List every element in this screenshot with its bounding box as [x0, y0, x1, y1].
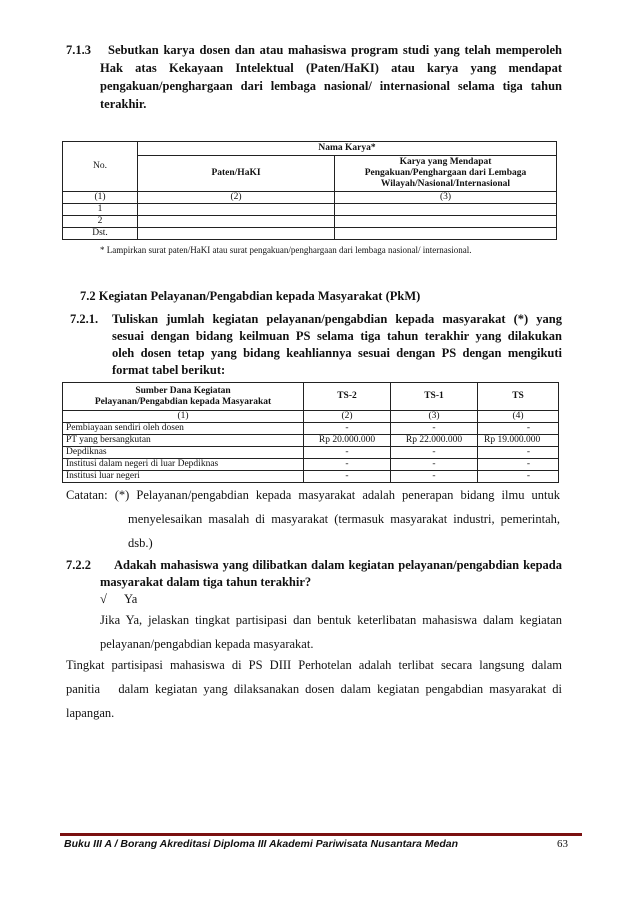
cell	[138, 216, 335, 228]
table-index-row	[63, 411, 559, 423]
paragraph-line: Tingkat partisipasi mahasiswa di PS DIII Perhotelan adalah terlibat secara langsung dalam	[66, 658, 562, 672]
index-cell: (2)	[138, 192, 335, 204]
cell	[138, 204, 335, 216]
table-row	[63, 228, 557, 240]
catatan-line: dsb.)	[128, 536, 153, 550]
page-number: 63	[557, 838, 568, 850]
table-index-row	[63, 192, 557, 204]
section-text-line: Adakah mahasiswa yang dilibatkan dalam kegiatan pelayanan/pengabdian kepada	[114, 558, 562, 572]
section-number: 7.2.2	[66, 558, 91, 572]
table-footnote: * Lampirkan surat paten/HaKI atau surat pengakuan/penghargaan dari lembaga nasional/ internasional.	[100, 245, 472, 255]
cell	[335, 228, 557, 240]
cell-ts2: -	[304, 447, 391, 459]
cell-ts1: -	[391, 447, 478, 459]
index-cell: (3)	[391, 411, 478, 423]
paragraph-line: panitia dalam kegiatan yang dilaksanakan dosen dalam kegiatan pengabdian masyarakat di	[66, 682, 562, 696]
cell-ts2: -	[304, 423, 391, 435]
section-text-line: sesuai dengan bidang keilmuan PS selama tiga tahun terakhir yang dilakukan	[112, 329, 562, 343]
catatan-line: Catatan: (*) Pelayanan/pengabdian kepada masyarakat adalah penerapan bidang ilmu untuk	[66, 488, 560, 502]
col-header-ts: TS	[478, 383, 559, 411]
index-cell: (1)	[63, 192, 138, 204]
cell	[335, 204, 557, 216]
cell-ts: Rp 19.000.000	[478, 435, 559, 447]
row-no: Dst.	[63, 228, 138, 240]
cell-ts2: -	[304, 459, 391, 471]
table-row	[63, 447, 559, 459]
cell-ts: -	[478, 471, 559, 483]
index-cell: (1)	[63, 411, 304, 423]
section-text-line: pengakuan/penghargaan dari lembaga nasional/ internasional selama tiga tahun	[100, 79, 562, 93]
cell-ts2: -	[304, 471, 391, 483]
row-no: 1	[63, 204, 138, 216]
index-cell: (3)	[335, 192, 557, 204]
cell-ts: -	[478, 447, 559, 459]
section-text-line: Sebutkan karya dosen dan atau mahasiswa program studi yang telah memperoleh	[108, 43, 562, 57]
cell	[138, 228, 335, 240]
col-header-no: No.	[63, 142, 138, 192]
answer-ya: Ya	[124, 592, 138, 606]
cell	[335, 216, 557, 228]
section-text-line: Tuliskan jumlah kegiatan pelayanan/pengabdian kepada masyarakat (*) yang	[112, 312, 562, 326]
cell-ts: -	[478, 423, 559, 435]
funding-table	[62, 382, 559, 483]
section-number: 7.2.1.	[70, 312, 99, 326]
row-label: Depdiknas	[63, 447, 304, 459]
checkmark-icon: √	[100, 592, 107, 606]
cell-ts1: -	[391, 459, 478, 471]
table-row	[63, 423, 559, 435]
section-7-2-title: 7.2 Kegiatan Pelayanan/Pengabdian kepada Masyarakat (PkM)	[80, 289, 421, 303]
col-header-paten: Paten/HaKI	[138, 156, 335, 192]
index-cell: (4)	[478, 411, 559, 423]
row-label: Institusi luar negeri	[63, 471, 304, 483]
col-header-ts1: TS-1	[391, 383, 478, 411]
table-row	[63, 216, 557, 228]
col-header-karya	[335, 156, 557, 192]
section-number: 7.1.3	[66, 43, 91, 57]
footer-text: Buku III A / Borang Akreditasi Diploma III Akademi Pariwisata Nusantara Medan	[64, 838, 459, 850]
col-header-karya-line: Wilayah/Nasional/Internasional	[380, 179, 511, 189]
hki-table	[62, 141, 557, 240]
section-text-line: format tabel berikut:	[112, 363, 226, 377]
section-text-line: terakhir.	[100, 97, 147, 111]
footer-rule	[60, 833, 582, 836]
row-label: Institusi dalam negeri di luar Depdiknas	[63, 459, 304, 471]
col-header-karya-line: Pengakuan/Penghargaan dari Lembaga	[364, 168, 527, 178]
cell-ts1: -	[391, 423, 478, 435]
col-group-header: Nama Karya*	[138, 142, 557, 156]
table-row	[63, 471, 559, 483]
section-text-line: Hak atas Kekayaan Intelektual (Paten/HaKI) atau karya yang mendapat	[100, 61, 562, 75]
row-label: Pembiayaan sendiri oleh dosen	[63, 423, 304, 435]
cell-ts1: -	[391, 471, 478, 483]
col-header-source-line: Sumber Dana Kegiatan	[135, 385, 231, 396]
col-header-source	[63, 383, 304, 411]
cell-ts: -	[478, 459, 559, 471]
col-header-ts2: TS-2	[304, 383, 391, 411]
cell-ts2: Rp 20.000.000	[304, 435, 391, 447]
cell-ts1: Rp 22.000.000	[391, 435, 478, 447]
jika-line: Jika Ya, jelaskan tingkat partisipasi dan bentuk keterlibatan mahasiswa dalam kegiatan	[100, 613, 562, 627]
section-text-line: oleh dosen tetap yang bidang keahliannya sesuai dengan PS dengan mengikuti	[112, 346, 562, 360]
jika-line: pelayanan/pengabdian kepada masyarakat.	[100, 637, 314, 651]
col-header-source-line: Pelayanan/Pengabdian kepada Masyarakat	[94, 396, 272, 407]
row-no: 2	[63, 216, 138, 228]
section-text-line: masyarakat dalam tiga tahun terakhir?	[100, 575, 312, 589]
catatan-line: menyelesaikan masalah di masyarakat (termasuk masyarakat industri, pemerintah,	[128, 512, 560, 526]
paragraph-line: lapangan.	[66, 706, 115, 720]
col-header-karya-line: Karya yang Mendapat	[399, 157, 492, 167]
table-row	[63, 204, 557, 216]
row-label: PT yang bersangkutan	[63, 435, 304, 447]
table-row	[63, 435, 559, 447]
table-row	[63, 459, 559, 471]
index-cell: (2)	[304, 411, 391, 423]
